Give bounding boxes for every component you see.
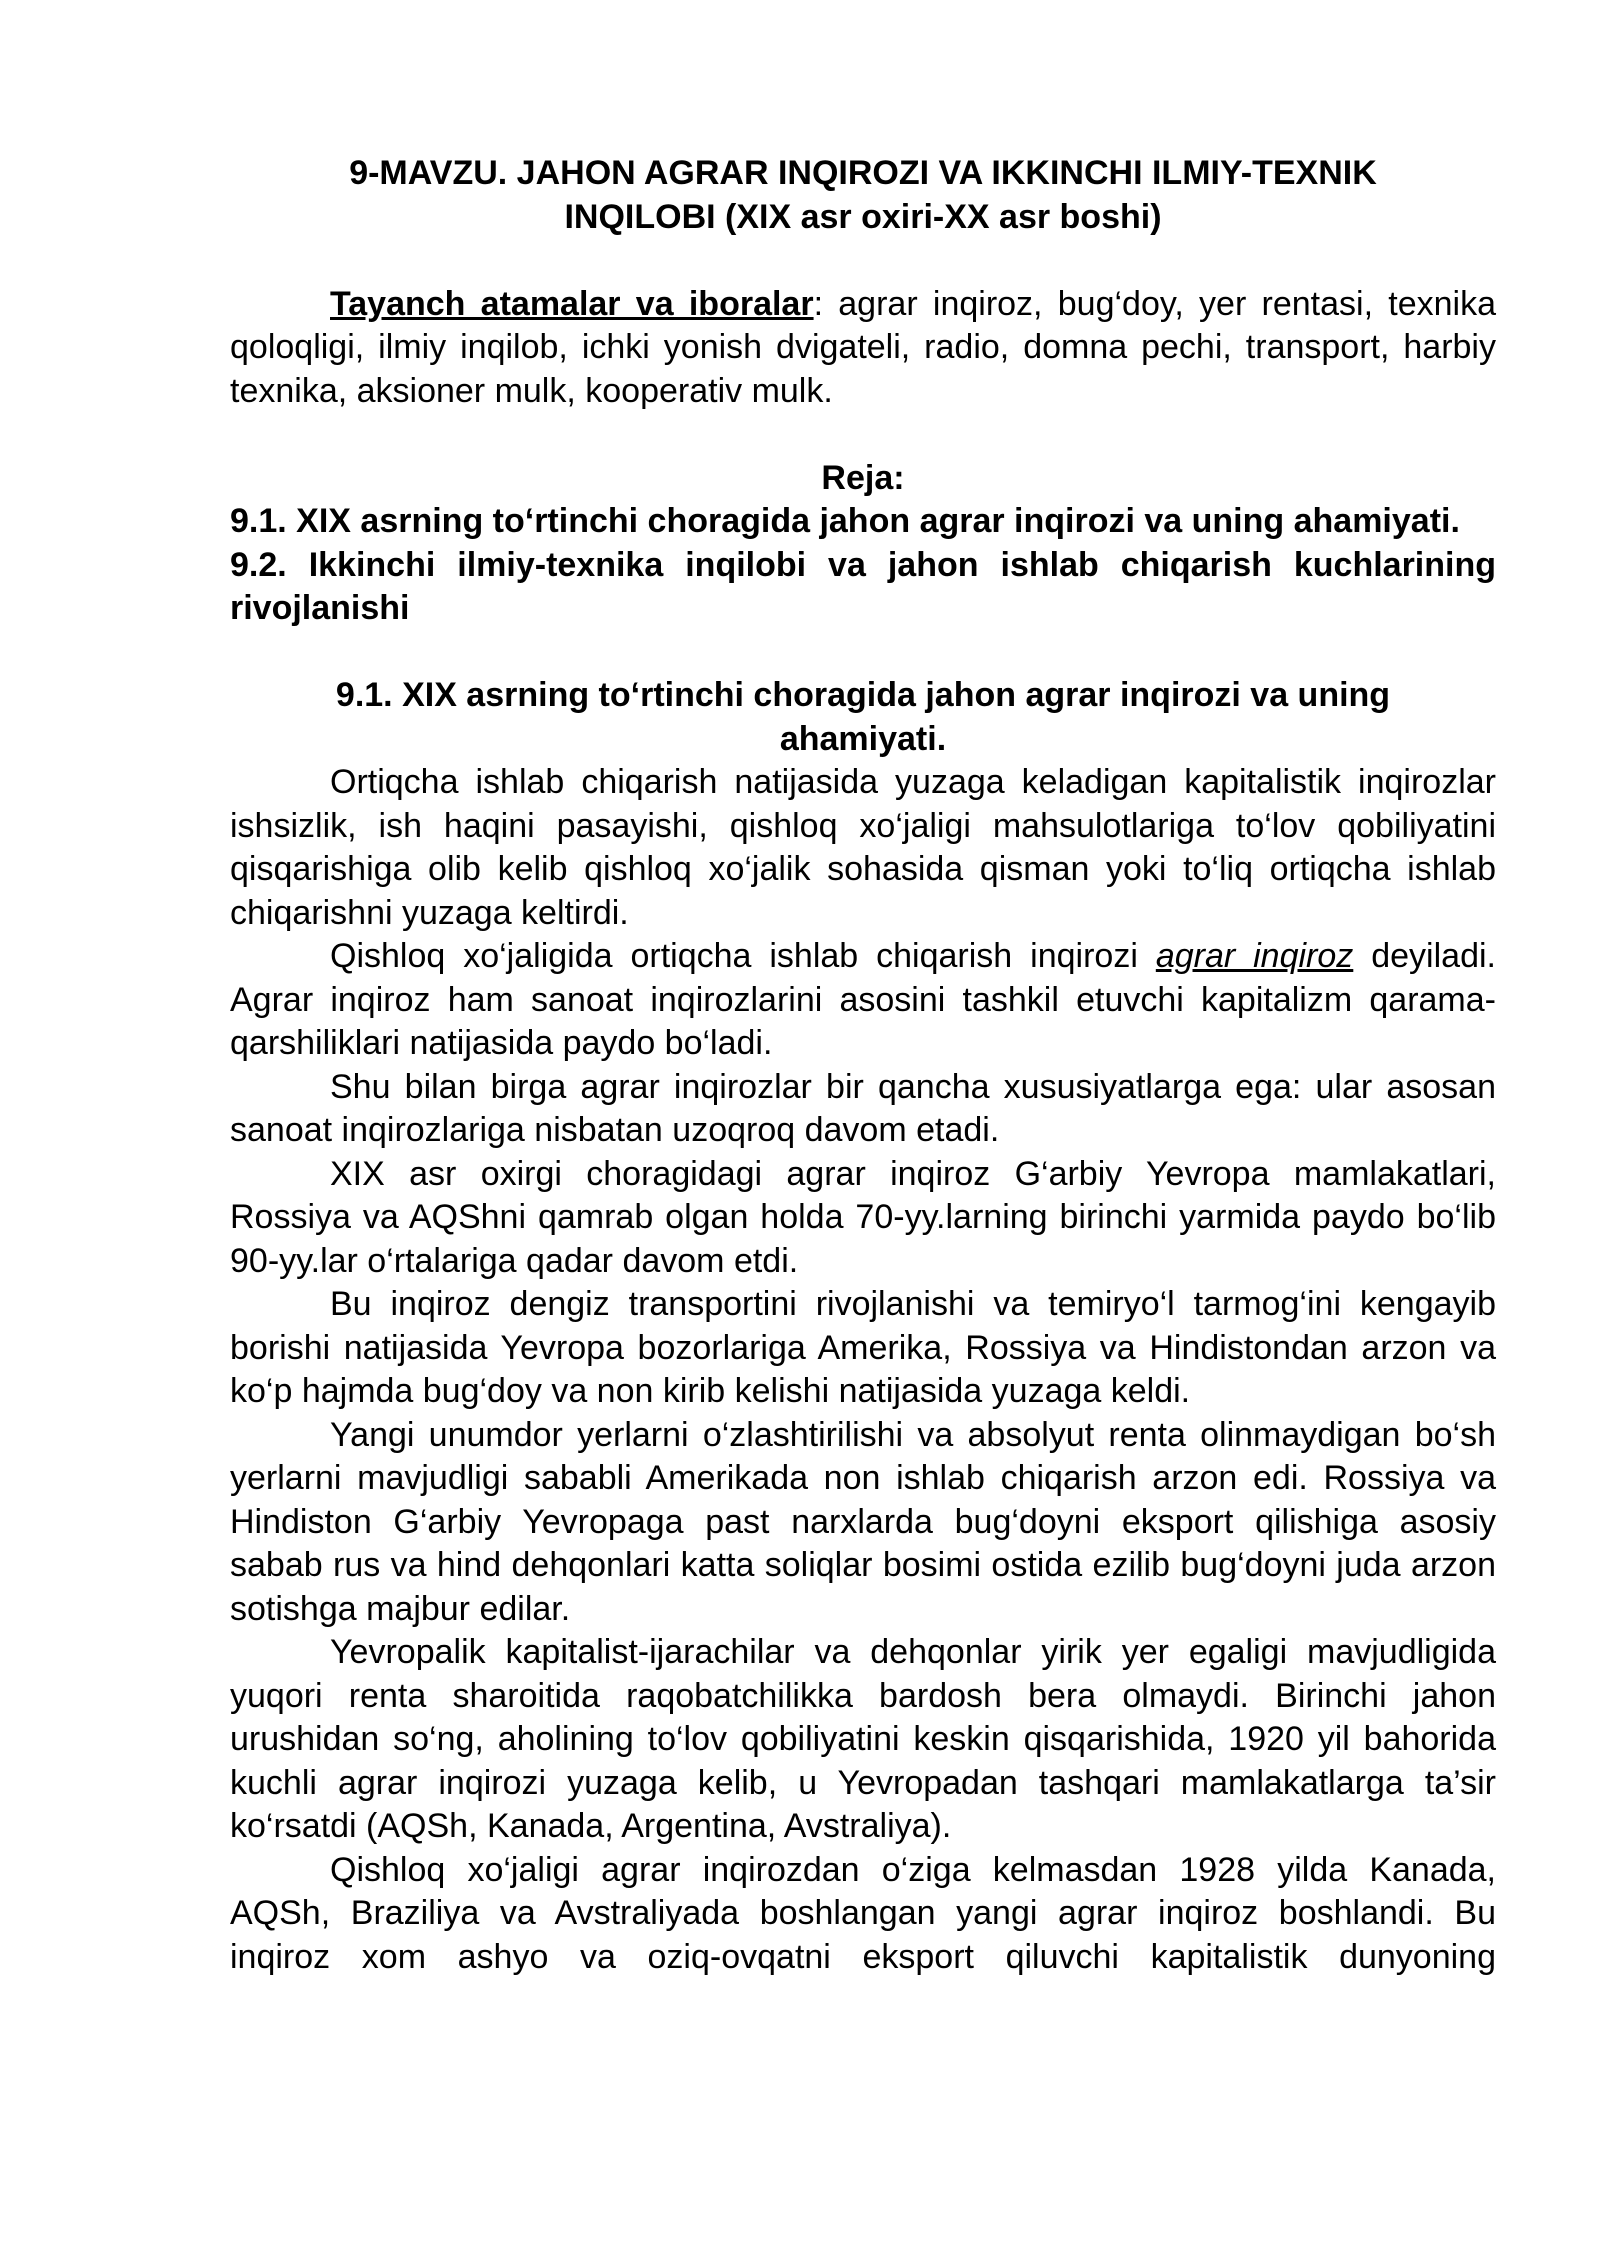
plan-title: Reja: bbox=[821, 458, 905, 497]
keywords-paragraph bbox=[230, 283, 1496, 414]
paragraph-6: Yangi unumdor yerlarni o‘zlashtirilishi va absolyut renta olinmaydigan bo‘sh yerlarni mavjudligi sababli Amerikada non ishlab chiqarish arzon edi. Rossiya va Hindiston G‘arbiy Yevropaga past narxlarda bug‘doyni eksport qilishiga asosiy sabab rus va hind dehqonlari katta soliqlar bosimi ostida ezilib bug‘doyni juda arzon sotishga majbur edilar. bbox=[230, 1415, 1496, 1628]
paragraph-1: Ortiqcha ishlab chiqarish natijasida yuzaga keladigan kapitalistik inqirozlar ishsizlik, ish haqini pasayishi, qishloq xo‘jaligi mahsulotlariga to‘lov qobiliyatini qisqarishiga olib kelib qishloq xo‘jalik sohasida qisman yoki to‘liq ortiqcha ishlab chiqarishni yuzaga keltirdi. bbox=[230, 763, 1496, 932]
agrar-inqiroz-term: agrar inqiroz bbox=[1155, 937, 1354, 975]
page-title: 9-MAVZU. JAHON AGRAR INQIROZI VA IKKINCHI ILMIY-TEXNIK INQILOBI (XIX asr oxiri-XX asr boshi) bbox=[349, 154, 1377, 236]
paragraph-2 bbox=[230, 935, 1496, 1066]
paragraph-2-end: deyiladi. Agrar inqiroz ham sanoat inqirozlarini asosini tashkil etuvchi kapitalizm qarama-qarshiliklari natijasida paydo bo‘ladi. bbox=[230, 937, 1496, 1062]
keywords-text: : agrar inqiroz, bug‘doy, yer rentasi, texnika qoloqligi, ilmiy inqilob, ichki yonish dvigateli, radio, domna pechi, transport, harbiy texnika, aksioner mulk, kooperativ mulk. bbox=[230, 284, 1496, 410]
keywords-label: Tayanch atamalar va iboralar bbox=[330, 284, 814, 323]
paragraph-2-start: Qishloq xo‘jaligida ortiqcha ishlab chiqarish inqirozi bbox=[330, 937, 1156, 975]
paragraph-4: XIX asr oxirgi choragidagi agrar inqiroz G‘arbiy Yevropa mamlakatlari, Rossiya va AQShni qamrab olgan holda 70-yy.larning birinchi yarmida paydo bo‘lib 90-yy.lar o‘rtalariga qadar davom etdi. bbox=[230, 1154, 1496, 1280]
spacer bbox=[230, 239, 1496, 283]
paragraph-5: Bu inqiroz dengiz transportini rivojlanishi va temiryo‘l tarmog‘ini kengayib borishi natijasida Yevropa bozorlariga Amerika, Rossiya va Hindistondan arzon va ko‘p hajmda bug‘doy va non kirib kelishi natijasida yuzaga keldi. bbox=[230, 1285, 1496, 1410]
spacer bbox=[230, 413, 1496, 457]
document-page bbox=[230, 152, 1496, 1979]
spacer bbox=[230, 631, 1496, 675]
paragraph-8: Qishloq xo‘jaligi agrar inqirozdan o‘ziga kelmasdan 1928 yilda Kanada, AQSh, Braziliya va Avstraliyada boshlangan yangi agrar inqiroz boshlandi. Bu inqiroz xom ashyo va oziq-ovqatni eksport qiluvchi kapitalistik dunyoning bbox=[230, 1850, 1496, 1976]
section-title: 9.1. XIX asrning to‘rtinchi choragida jahon agrar inqirozi va uning ahamiyati. bbox=[335, 676, 1391, 758]
paragraph-3: Shu bilan birga agrar inqirozlar bir qancha xususiyatlarga ega: ular asosan sanoat inqirozlariga nisbatan uzoqroq davom etadi. bbox=[230, 1067, 1496, 1149]
plan-item-2: 9.2. Ikkinchi ilmiy-texnika inqilobi va jahon ishlab chiqarish kuchlarining rivojlanishi bbox=[230, 545, 1496, 627]
plan-item-1: 9.1. XIX asrning to‘rtinchi choragida jahon agrar inqirozi va uning ahamiyati. bbox=[230, 502, 1460, 540]
paragraph-7: Yevropalik kapitalist-ijarachilar va dehqonlar yirik yer egaligi mavjudligida yuqori renta sharoitida raqobatchilikka bardosh bera olmaydi. Birinchi jahon urushidan so‘ng, aholining to‘lov qobiliyatini keskin qisqarishida, 1920 yil bahorida kuchli agrar inqirozi yuzaga kelib, u Yevropadan tashqari mamlakatlarga ta’sir ko‘rsatdi (AQSh, Kanada, Argentina, Avstraliya). bbox=[230, 1633, 1496, 1845]
